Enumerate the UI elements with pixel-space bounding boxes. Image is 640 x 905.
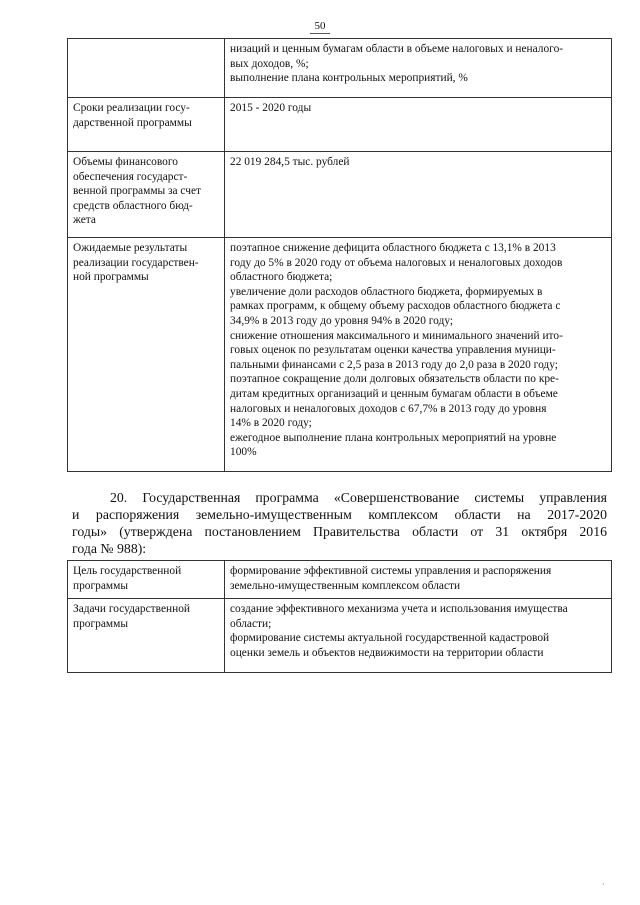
text-line: оценки земель и объектов недвижимости на территории области <box>230 646 544 659</box>
text-line: 100% <box>230 446 257 459</box>
text-line: годы» (утверждена постановлением Правительства области от 31 октября 2016 <box>72 524 607 539</box>
table-row <box>68 561 612 599</box>
text-line: Цель государственной <box>73 565 182 577</box>
text-line: программы <box>73 617 128 630</box>
row-label <box>68 238 225 472</box>
table-row <box>68 98 612 152</box>
text-line: жета <box>73 214 96 227</box>
text-line: поэтапное снижение дефицита областного бюджета с 13,1% в 2013 <box>230 242 556 254</box>
text-line: увеличение доли расходов областного бюджета, формируемых в <box>230 285 543 298</box>
text-line: обеспечения государст- <box>73 170 188 183</box>
text-line: земельно-имущественным комплексом области <box>230 579 461 592</box>
row-value <box>225 98 612 152</box>
text-line: программы <box>73 579 128 592</box>
text-line: Объемы финансового <box>73 156 178 168</box>
text-line: 20. Государственная программа «Совершенствование системы управления <box>110 490 607 505</box>
table-row <box>68 39 612 98</box>
text-line: года № 988): <box>72 541 147 556</box>
text-line: налоговых и неналоговых доходов с 67,7% в 2013 году до уровня <box>230 402 547 415</box>
row-value <box>225 39 612 98</box>
row-label <box>68 152 225 238</box>
row-value <box>225 561 612 599</box>
text-line: Ожидаемые результаты <box>73 242 188 254</box>
row-value <box>225 599 612 673</box>
program-20-table <box>67 560 612 673</box>
text-line: ной программы <box>73 271 149 284</box>
text-line: поэтапное сокращение доли долговых обязательств области по кре- <box>230 373 559 386</box>
page-number: 50 <box>314 20 326 32</box>
row-value <box>225 238 612 472</box>
text-line: венной программы за счет <box>73 185 202 198</box>
table-row <box>68 238 612 472</box>
text-line: средств областного бюд- <box>73 199 193 212</box>
text-line: дарственной программы <box>73 116 192 129</box>
text-line: Задачи государственной <box>73 603 191 615</box>
text-line: области; <box>230 617 272 630</box>
text-line: дитам кредитных организаций и ценным бумагам области в объеме <box>230 387 558 400</box>
table-row <box>68 152 612 238</box>
text-line: создание эффективного механизма учета и использования имущества <box>230 603 568 615</box>
page-number-underline <box>310 33 330 34</box>
program-table-continued <box>67 38 612 472</box>
text-line: ежегодное выполнение плана контрольных мероприятий на уровне <box>230 431 557 444</box>
text-line: 34,9% в 2013 году до уровня 94% в 2020 году; <box>230 314 454 327</box>
text-line: низаций и ценным бумагам области в объеме налоговых и неналого- <box>230 43 564 55</box>
row-label <box>68 561 225 599</box>
text-line: рамках программ, к общему объему расходов областного бюджета с <box>230 300 561 313</box>
text-line: снижение отношения максимального и минимального значений ито- <box>230 329 563 342</box>
text-line: 2015 - 2020 годы <box>230 102 312 114</box>
row-value <box>225 152 612 238</box>
text-line: областного бюджета; <box>230 271 333 284</box>
text-line: 22 019 284,5 тыс. рублей <box>230 156 350 168</box>
text-line: году до 5% в 2020 году от объема налоговых и неналоговых доходов <box>230 256 563 269</box>
text-line: 14% в 2020 году; <box>230 417 312 430</box>
text-line: выполнение плана контрольных мероприятий, % <box>230 72 468 85</box>
text-line: говых оценок по результатам оценки качества управления муници- <box>230 344 556 357</box>
section-20-heading <box>72 489 607 557</box>
row-label <box>68 98 225 152</box>
text-line: реализации государствен- <box>73 256 199 269</box>
scan-mark: · <box>602 880 605 889</box>
row-label <box>68 599 225 673</box>
text-line: и распоряжения земельно-имущественным комплексом области на 2017-2020 <box>72 507 607 522</box>
table-row <box>68 599 612 673</box>
row-label-empty <box>68 39 225 98</box>
text-line: формирование эффективной системы управления и распоряжения <box>230 565 552 577</box>
text-line: формирование системы актуальной государственной кадастровой <box>230 632 550 645</box>
text-line: пальными финансами с 2,5 раза в 2013 году до 2,0 раза в 2020 году; <box>230 358 558 371</box>
text-line: Сроки реализации госу- <box>73 102 190 114</box>
text-line: вых доходов, %; <box>230 57 309 70</box>
